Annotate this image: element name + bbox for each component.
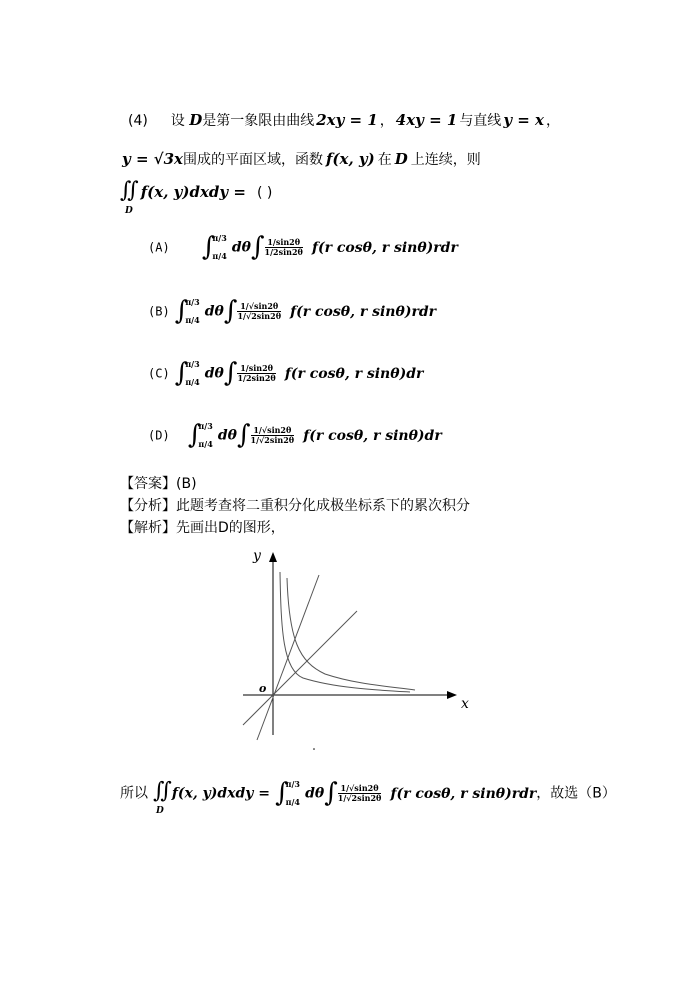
x-axis-arrow-icon <box>447 691 457 699</box>
integral-icon: ∫ <box>187 420 202 450</box>
comma: ， <box>545 113 560 129</box>
inner-limits: $\frac{1/√\sin 2\theta}{1/√2\sin 2\theta}$ <box>237 300 282 321</box>
curve-2xy-eq-1 <box>287 578 415 690</box>
d-theta: dθ <box>231 239 251 256</box>
curve-4xy: 4xy = 1 <box>395 111 458 129</box>
integral-icon: ∫ <box>201 232 216 262</box>
answer-label: 【答案】 <box>120 476 176 492</box>
integral-sub-d: D <box>125 206 133 216</box>
conclusion-integrand: f(r cosθ, r sinθ)rdr <box>390 785 537 802</box>
inner-limits: $\frac{1/√\sin 2\theta}{1/√2\sin 2\theta}$ <box>250 424 295 445</box>
d-theta: dθ <box>204 303 224 320</box>
text-and-line: 与直线 <box>459 113 502 129</box>
line-y-eq-x: y = x <box>503 111 544 129</box>
integrand: f(r cosθ, r sinθ)dr <box>284 365 424 382</box>
integral-icon: ∫ <box>223 296 238 326</box>
outer-limits: π/3 π/4 <box>185 297 200 325</box>
integral-expr: f(x, y)dxdy = <box>140 183 246 201</box>
text-continuous: 上连续，则 <box>410 152 481 168</box>
analysis-label: 【分析】 <box>120 498 176 514</box>
answer-value: (B) <box>176 476 197 492</box>
integral-icon: ∫ <box>251 232 265 262</box>
option-label: (A) <box>148 240 170 255</box>
text-region: 围成的平面区域，函数 <box>182 152 323 168</box>
answer-line <box>120 473 197 493</box>
integrand: f(r cosθ, r sinθ)dr <box>303 427 442 444</box>
inner-limits: $\frac{1/\sin 2\theta}{1/2\sin 2\theta}$ <box>264 236 303 257</box>
x-axis-label: x <box>461 696 469 712</box>
conclusion-suffix: ，故选（B） <box>536 785 616 802</box>
line-y-eq-x <box>243 611 357 725</box>
curve-4xy-eq-1 <box>280 572 410 692</box>
d-theta: dθ <box>305 785 325 802</box>
analysis-line <box>120 495 470 515</box>
inner-limits: $\frac{1/\sin 2\theta}{1/2\sin 2\theta}$ <box>237 362 276 383</box>
double-integral-icon: ∬ <box>120 178 139 203</box>
integral-icon: ∫ <box>324 778 338 808</box>
sep: ， <box>379 113 394 129</box>
option-a <box>148 232 458 262</box>
conclusion-lhs: f(x, y)dxdy = <box>171 785 270 802</box>
text-set: 设 <box>170 113 185 129</box>
text-desc: 是第一象限由曲线 <box>202 113 315 129</box>
answer-blank: ( ) <box>257 185 273 201</box>
integral-icon: ∫ <box>275 778 289 808</box>
option-label: (C) <box>148 366 170 381</box>
conclusion-prefix: 所以 <box>120 785 148 802</box>
analysis-text: 此题考查将二重积分化成极坐标系下的累次积分 <box>176 498 470 514</box>
problem-number: (4) <box>128 113 148 129</box>
origin-label: o <box>259 682 267 695</box>
conclusion-sub-d: D <box>156 806 164 816</box>
integral-icon: ∫ <box>237 420 251 450</box>
var-d-2: D <box>394 150 408 168</box>
outer-limits: π/3 π/4 <box>185 359 200 387</box>
integral-icon: ∫ <box>174 296 189 326</box>
integral-icon: ∫ <box>174 358 189 388</box>
region-figure <box>235 540 480 755</box>
outer-limits: π/3 π/4 <box>212 233 227 261</box>
option-label: (D) <box>148 428 170 443</box>
curve-2xy: 2xy = 1 <box>316 111 378 129</box>
integral-icon: ∫ <box>223 358 238 388</box>
integrand: f(r cosθ, r sinθ)rdr <box>311 239 458 256</box>
double-integral-line <box>120 178 273 216</box>
var-d: D <box>189 111 203 129</box>
d-theta: dθ <box>217 427 237 444</box>
y-axis-label: y <box>253 548 261 564</box>
y-axis-arrow-icon <box>269 552 277 562</box>
func-f: f(x, y) <box>325 150 375 168</box>
option-b <box>148 296 436 326</box>
double-integral-icon: ∬ <box>153 778 172 804</box>
option-c <box>148 358 423 388</box>
solution-text: 先画出D的图形， <box>176 520 285 536</box>
integrand: f(r cosθ, r sinθ)rdr <box>290 303 436 320</box>
line-y-sqrt3x: y = √3x <box>122 150 183 168</box>
problem-line-2 <box>122 149 481 169</box>
conclusion-line <box>120 778 616 816</box>
option-label: (B) <box>148 304 170 319</box>
option-d <box>148 420 442 450</box>
outer-limits: π/3 π/4 <box>198 421 213 449</box>
solution-label: 【解析】 <box>120 520 176 536</box>
problem-line-1 <box>128 110 560 130</box>
dot <box>313 748 315 750</box>
outer-limits: π/3 π/4 <box>285 779 300 807</box>
inner-limits: $\frac{1/√\sin 2\theta}{1/√2\sin 2\theta}$ <box>337 782 382 803</box>
text-in: 在 <box>377 152 392 168</box>
solution-line <box>120 517 285 537</box>
d-theta: dθ <box>204 365 224 382</box>
